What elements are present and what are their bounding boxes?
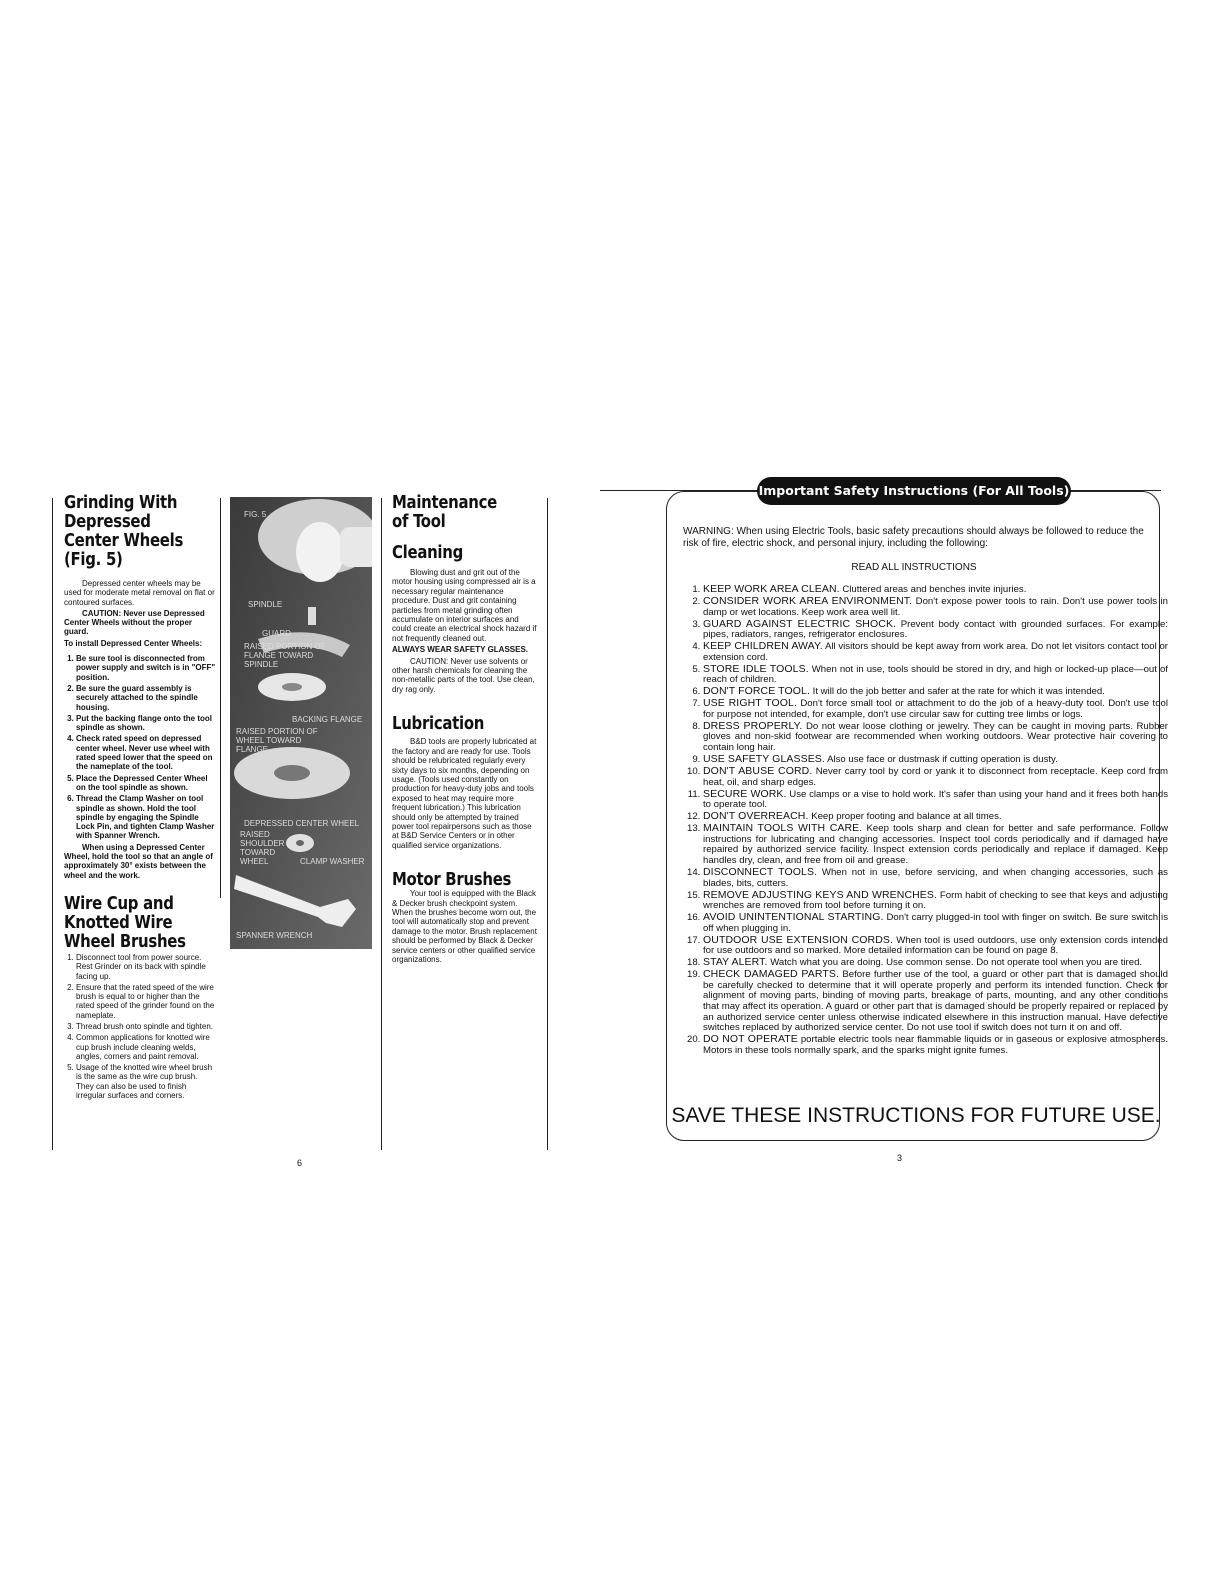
safety-rule [703,698,1168,720]
spindle-shape [308,607,316,625]
safety-rule-text: Do not wear loose clothing or jewelry. They can be caught in moving parts. Rubber gloves and non-skid footwear are recommended when working outdoors. Wear protective hair covering to contain long hair. [703,720,1168,754]
install-label: To install Depressed Center Wheels: [64,638,203,648]
safety-rule-text: portable electric tools near flammable liquids or in gaseous or explosive atmospheres. Motors in these tools normally spark, and the sparks might ignite fumes. [703,1034,1169,1056]
safety-rule-key: STORE IDLE TOOLS. [703,662,809,675]
cleaning-caution: CAUTION: Never use solvents or other harsh chemicals for cleaning the non-metallic parts of the tool. Use clean, dry rag only. [392,656,535,694]
banner-rule-right [1071,490,1161,491]
cleaning-heading: Cleaning [392,542,463,563]
label-raised-flange: RAISED PORTION OF FLANGE TOWARD SPINDLE [244,642,326,669]
grinding-column [64,493,216,1102]
safety-rule-text: Don't carry plugged-in tool with finger on switch. Be sure switch is off when plugging in. [703,912,1168,934]
safety-rule [703,867,1168,889]
list-item: 4. Check rated speed on depressed center wheel. Never use wheel with rated speed lower that the speed on the nameplate of the tool. [76,734,216,771]
safety-rule [703,686,1168,698]
safety-rule [703,935,1168,957]
flange-hub-shape [282,683,302,691]
safety-rule [703,890,1168,912]
figure-rule [220,498,221,898]
motor-brushes-text: Your tool is equipped with the Black & Decker brush checkpoint system. When the brushes become worn out, the tool will automatically stop and prevent damage to the motor. Brush replacement should be performed by Black & Decker service centers or other qualified service organizations. [392,889,537,964]
safety-rule [703,641,1168,663]
safety-rule [703,721,1168,754]
column-rule-right [547,498,548,1150]
list-item: 1. Disconnect tool from power source. Rest Grinder on its back with spindle facing up. [76,953,216,981]
lubrication-heading: Lubrication [392,713,485,735]
label-raised-wheel: RAISED PORTION OF WHEEL TOWARD FLANGE [236,727,318,754]
safety-rule-key: CONSIDER WORK AREA ENVIRONMENT. [703,594,913,607]
safety-rule-text: Cluttered areas and benches invite injuries. [842,584,1027,595]
list-item: 3. Thread brush onto spindle and tighten. [76,1022,216,1031]
safety-rule-text: Also use face or dustmask if cutting operation is dusty. [827,754,1058,766]
safety-rule-key: CHECK DAMAGED PARTS. [703,968,839,981]
safety-rule [703,584,1168,596]
wire-brush-heading: Wire Cup and Knotted Wire Wheel Brushes [64,892,186,952]
safety-rule-key: USE RIGHT TOOL. [703,697,797,710]
safety-rule-key: KEEP CHILDREN AWAY. [703,640,823,653]
safety-rule-key: KEEP WORK AREA CLEAN. [703,583,840,595]
label-backing-flange: BACKING FLANGE [292,715,363,724]
safety-rule [703,789,1168,811]
list-item: 5. Usage of the knotted wire wheel brush is the same as the wire cup brush. They can also be used to finish irregular surfaces and corners. [76,1063,216,1100]
list-item: 1. Be sure tool is disconnected from power supply and switch is in "OFF" position. [76,654,216,682]
label-depressed-wheel: DEPRESSED CENTER WHEEL [244,819,360,828]
label-spanner-wrench: SPANNER WRENCH [236,931,313,940]
safety-rule-text: When tool is used outdoors, use only extension cords intended for use outdoors and so marked. More detailed information can be found on page 8. [703,934,1168,957]
safety-rule-text: Don't force small tool or attachment to do the job of a heavy-duty tool. Don't use tool for purpose not intended, for example, don't use circular saw for cutting tree limbs or logs. [703,698,1168,720]
save-instructions: SAVE THESE INSTRUCTIONS FOR FUTURE USE. [671,1104,1161,1127]
safety-rule-text: Keep proper footing and balance at all times. [811,811,1002,823]
safety-rule-text: Never carry tool by cord or yank it to disconnect from receptacle. Keep cord from heat, oil, and sharp edges. [703,766,1168,788]
label-spindle: SPINDLE [248,600,283,609]
safety-rule [703,957,1168,969]
safety-rule-key: AVOID UNINTENTIONAL STARTING. [703,911,884,924]
safety-rule-key: DON'T FORCE TOOL. [703,685,810,698]
safety-rule-key: REMOVE ADJUSTING KEYS AND WRENCHES. [703,888,938,901]
list-item: 3. Put the backing flange onto the tool spindle as shown. [76,714,216,733]
safety-rule-text: All visitors should be kept away from work area. Do not let visitors contact tool or extension cord. [703,641,1168,663]
figure-5 [230,497,372,949]
safety-rule [703,969,1168,1034]
safety-rule-text: When not in use, before servicing, and when changing accessories, such as blades, bits, cutters. [703,866,1168,889]
safety-rule-key: GUARD AGAINST ELECTRIC SHOCK. [703,617,897,630]
lubrication-text: B&D tools are properly lubricated at the factory and are ready for use. Tools should be relubricated regularly every sixty days to six months, depending on usage. (Tools used constantly on production for heavy-duty jobs and tools exposed to heat may require more frequent lubrication.) This lubrication should only be attempted by trained power tool repairpersons such as those at B&D Service Centers or in other qualified service organizations. [392,737,537,850]
warning-paragraph [683,526,1145,549]
safety-rule-text: Use clamps or a vise to hold work. It's safer than using your hand and it frees both hands to operate tool. [703,788,1168,811]
safety-rule [703,811,1168,823]
safety-rule-key: STAY ALERT. [703,956,768,969]
label-guard: GUARD [262,629,291,638]
safety-rule [703,664,1168,686]
wheel-hub-shape [274,765,310,781]
safety-rule-key: MAINTAIN TOOLS WITH CARE. [703,822,863,835]
column-rule-left [52,498,53,1150]
safety-rule-key: SECURE WORK. [703,787,787,800]
wire-brush-steps [64,953,216,1100]
safety-rule-key: DISCONNECT TOOLS. [703,865,818,878]
list-item: 2. Be sure the guard assembly is securely attached to the spindle housing. [76,684,216,712]
grinding-caution: CAUTION: Never use Depressed Center Wheels without the proper guard. [64,608,205,637]
list-item: 6. Thread the Clamp Washer on tool spindle as shown. Hold the tool spindle by engaging the Spindle Lock Pin, and tighten Clamp Washer with Spanner Wrench. [76,794,216,840]
right-page-number: 3 [897,1153,903,1163]
cleaning-text: Blowing dust and grit out of the motor housing using compressed air is a necessary regular maintenance procedure. Dust and grit containing particles from metal grinding often accumulate on interior surfaces and could create an electrical shock hazard if not frequently cleaned out. [392,568,537,643]
list-item: 4. Common applications for knotted wire cup brush include cleaning welds, angles, corners and paint removal. [76,1033,216,1061]
safety-rule-text: Form habit of checking to see that keys and adjusting wrenches are removed from tool before turning it on. [703,889,1168,912]
safety-rule-text: Prevent body contact with grounded surfaces. For example: pipes, radiators, ranges, refrigerator enclosures. [703,618,1168,641]
list-item: 2. Ensure that the rated speed of the wire brush is equal to or higher than the rated speed of the grinder found on the nameplate. [76,983,216,1020]
safety-rule-text: Before further use of the tool, a guard or other part that is damaged should be carefully checked to determine that it will operate properly and perform its intended function. Check for alignment of moving parts, binding of moving parts, breakage of parts, mounting, and any other conditions that may affect its operation. A guard or other part that is damaged should be properly repaired or replaced by an authorized service center unless otherwise indicated elsewhere in this instruction manual. Have defective switches replaced by authorized service center. Do not use tool if switch does not turn it on and off. [703,969,1168,1034]
safety-rule [703,823,1168,866]
safety-rule [703,619,1168,641]
safety-rule-key: DO NOT OPERATE [703,1033,798,1046]
warning-text: When using Electric Tools, basic safety precautions should always be followed to reduce the risk of fire, electric shock, and personal injury, including the following: [683,526,1144,549]
column-rule-middle [381,498,382,1150]
safety-rule [703,596,1168,618]
cleaning-bold: ALWAYS WEAR SAFETY GLASSES. [392,645,529,655]
safety-rule [703,754,1168,766]
safety-rule [703,766,1168,788]
safety-rule [703,1034,1168,1056]
safety-rule-key: DRESS PROPERLY. [703,719,803,732]
figure-title: FIG. 5 [244,510,267,519]
grinding-intro: Depressed center wheels may be used for moderate metal removal on flat or contoured surfaces. [64,579,215,607]
safety-rules-list [683,584,1168,1057]
safety-rule-text: Don't expose power tools to rain. Don't use power tools in damp or wet locations. Keep work area well lit. [703,595,1168,618]
safety-rule-key: DON'T OVERREACH. [703,810,809,823]
safety-banner: Important Safety Instructions (For All Tools) [757,477,1071,505]
left-page-number: 6 [297,1158,303,1168]
safety-rule [703,912,1168,934]
safety-rule-key: USE SAFETY GLASSES. [703,753,825,766]
safety-rule-key: DON'T ABUSE CORD. [703,765,813,778]
label-clamp-washer: CLAMP WASHER [300,857,365,866]
read-all-instructions: READ ALL INSTRUCTIONS [851,562,977,573]
maintenance-column [392,493,540,966]
motor-brushes-heading: Motor Brushes [392,869,512,891]
warning-label: WARNING: [683,526,734,537]
grinder-handle-shape [296,522,344,582]
grinding-closing: When using a Depressed Center Wheel, hold the tool so that an angle of approximately 30° exists between the wheel and the work. [64,842,213,880]
side-handle-shape [340,527,372,567]
safety-rule-text: Watch what you are doing. Use common sense. Do not operate tool when you are tired. [770,957,1143,969]
install-steps [64,654,216,841]
grinding-heading: Grinding With Depressed Center Wheels (Fig. 5) [64,492,184,570]
maintenance-heading: Maintenance of Tool [392,492,497,532]
banner-rule-left [600,490,757,491]
label-raised-shoulder: RAISED SHOULDER TOWARD WHEEL [240,830,285,866]
safety-rule-text: It will do the job better and safer at the rate for which it was intended. [812,686,1105,698]
safety-rule-key: OUTDOOR USE EXTENSION CORDS. [703,933,894,946]
washer-hole-shape [296,840,304,846]
list-item: 5. Place the Depressed Center Wheel on the tool spindle as shown. [76,774,216,793]
safety-rule-text: When not in use, tools should be stored in dry, and high or locked-up place—out of reach of children. [703,663,1168,686]
safety-rule-text: Keep tools sharp and clean for better and safe performance. Follow instructions for lubricating and changing accessories. Inspect tool cords periodically and if damaged have repaired by authorized service facility. Inspect extension cords periodically and replace if damaged. Keep handles dry, clean, and free from oil and grease. [703,823,1169,866]
